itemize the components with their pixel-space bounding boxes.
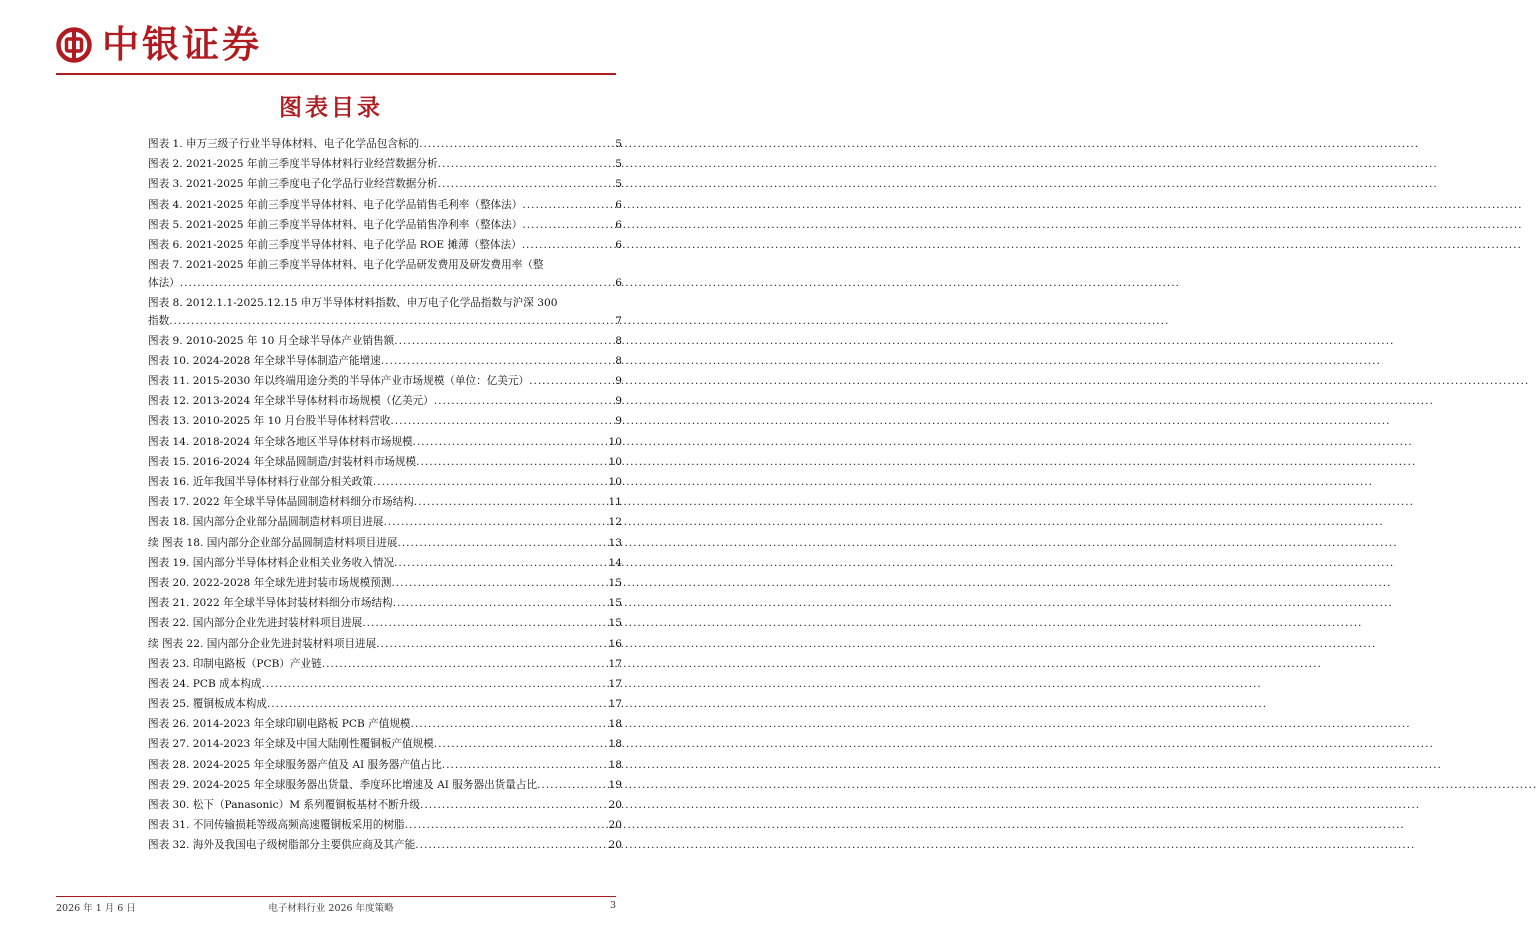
dot-leader bbox=[180, 275, 614, 293]
toc-entry[interactable] bbox=[148, 333, 622, 353]
dot-leader bbox=[411, 716, 608, 734]
dot-leader bbox=[442, 757, 608, 775]
dot-leader bbox=[529, 373, 614, 391]
page-title: 图表目录 bbox=[279, 95, 383, 121]
footer-report-title: 电子材料行业 2026 年度策略 bbox=[268, 903, 394, 914]
toc-entry-page: 15 bbox=[608, 576, 622, 589]
toc-entry[interactable] bbox=[148, 434, 622, 454]
footer-page-number: 3 bbox=[609, 900, 616, 911]
toc-entry[interactable] bbox=[148, 777, 622, 797]
toc-entry-page: 15 bbox=[608, 617, 622, 630]
toc-entry-label: 图表 18. 国内部分企业部分晶圆制造材料项目进展 bbox=[148, 516, 384, 529]
toc-entry-label: 图表 10. 2024-2028 年全球半导体制造产能增速 bbox=[148, 354, 381, 367]
dot-leader bbox=[394, 333, 614, 351]
dot-leader bbox=[383, 514, 607, 532]
toc-entry-label: 图表 21. 2022 年全球半导体封装材料细分市场结构 bbox=[148, 597, 393, 610]
toc-entry[interactable] bbox=[148, 514, 622, 534]
toc-entry[interactable] bbox=[148, 494, 622, 514]
toc-entry-label: 图表 1. 申万三级子行业半导体材料、电子化学品包含标的 bbox=[148, 138, 420, 150]
dot-leader bbox=[522, 197, 614, 215]
toc-entry-label: 图表 9. 2010-2025 年 10 月全球半导体产业销售额 bbox=[148, 334, 395, 347]
toc-entry-page: 20 bbox=[608, 819, 622, 832]
bank-of-china-logo-icon bbox=[56, 27, 92, 63]
dot-leader bbox=[416, 454, 607, 472]
toc-entry[interactable] bbox=[148, 716, 622, 736]
toc-entry-label: 图表 13. 2010-2025 年 10 月台股半导体材料营收 bbox=[148, 415, 391, 428]
dot-leader bbox=[413, 434, 608, 452]
toc-entry-label-continued: 体法） bbox=[148, 276, 180, 289]
toc-entry[interactable] bbox=[148, 817, 622, 837]
dot-leader bbox=[405, 817, 608, 835]
dot-leader bbox=[434, 736, 608, 754]
footer-date: 2026 年 1 月 6 日 bbox=[56, 903, 136, 914]
toc-entry[interactable] bbox=[148, 656, 622, 676]
toc-entry[interactable] bbox=[148, 474, 622, 494]
dot-leader bbox=[381, 353, 614, 371]
toc-entry-page: 14 bbox=[608, 556, 622, 569]
dot-leader bbox=[390, 413, 614, 431]
dot-leader bbox=[522, 217, 614, 235]
toc-entry-label: 图表 30. 松下（Panasonic）M 系列覆铜板基材不断升级 bbox=[148, 799, 420, 811]
toc-entry[interactable] bbox=[148, 837, 622, 857]
dot-leader bbox=[434, 393, 615, 411]
toc-entry-label: 图表 3. 2021-2025 年前三季度电子化学品行业经营数据分析 bbox=[148, 178, 438, 191]
toc-entry-label: 图表 32. 海外及我国电子级树脂部分主要供应商及其产能 bbox=[148, 839, 416, 852]
toc-entry[interactable] bbox=[148, 176, 622, 196]
toc-entry-label: 续 图表 22. 国内部分企业先进封装材料项目进展 bbox=[148, 637, 377, 650]
toc-entry[interactable] bbox=[148, 797, 622, 817]
toc-entry-page: 16 bbox=[608, 637, 622, 650]
toc-entry-label: 图表 24. PCB 成本构成 bbox=[148, 677, 262, 690]
dot-leader bbox=[438, 156, 615, 174]
toc-entry[interactable] bbox=[148, 676, 622, 696]
toc-entry[interactable] bbox=[148, 257, 622, 295]
toc-entry[interactable] bbox=[148, 217, 622, 237]
toc-entry[interactable] bbox=[148, 696, 622, 716]
toc-entry-page: 10 bbox=[608, 435, 622, 448]
toc-entry-page: 15 bbox=[608, 597, 622, 610]
toc-entry-page: 20 bbox=[608, 839, 622, 852]
page-header bbox=[0, 0, 662, 80]
toc-entry-label: 图表 8. 2012.1.1-2025.12.15 申万半导体材料指数、申万电子化学品指数与沪深 300 bbox=[148, 296, 558, 309]
toc-entry-page: 18 bbox=[608, 718, 622, 731]
toc-entry-label: 图表 20. 2022-2028 年全球先进封装市场规模预测 bbox=[148, 576, 392, 589]
toc-entry-page: 12 bbox=[608, 516, 622, 529]
toc-entry[interactable] bbox=[148, 136, 622, 156]
toc-entry[interactable] bbox=[148, 615, 622, 635]
toc-entry-label-continued: 指数 bbox=[148, 314, 170, 327]
toc-entry-page: 20 bbox=[608, 799, 622, 811]
dot-leader bbox=[414, 494, 608, 512]
toc-entry-page: 18 bbox=[608, 738, 622, 751]
dot-leader bbox=[522, 237, 615, 255]
toc-entry-page: 17 bbox=[608, 677, 622, 690]
toc-entry-page: 7 bbox=[615, 314, 622, 327]
toc-entry-page: 6 bbox=[615, 276, 622, 289]
toc-entry-label: 续 图表 18. 国内部分企业部分晶圆制造材料项目进展 bbox=[148, 536, 398, 549]
footer-divider bbox=[56, 896, 616, 897]
dot-leader bbox=[393, 595, 608, 613]
dot-leader bbox=[397, 535, 607, 553]
toc-entry-page: 19 bbox=[608, 778, 622, 791]
toc-entry[interactable] bbox=[148, 156, 622, 176]
toc-entry-label: 图表 31. 不同传输损耗等级高频高速覆铜板采用的树脂 bbox=[148, 819, 405, 832]
toc-entry[interactable] bbox=[148, 413, 622, 433]
dot-leader bbox=[391, 575, 607, 593]
toc-entry-label: 图表 11. 2015-2030 年以终端用途分类的半导体产业市场规模（单位：亿美元） bbox=[148, 375, 530, 388]
dot-leader bbox=[262, 676, 608, 694]
dot-leader bbox=[376, 636, 607, 654]
toc-entry-label: 图表 16. 近年我国半导体材料行业部分相关政策 bbox=[148, 476, 373, 488]
toc-entry-page: 8 bbox=[615, 354, 622, 367]
toc-entry-page: 17 bbox=[608, 657, 622, 670]
toc-entry-label: 图表 2. 2021-2025 年前三季度半导体材料行业经营数据分析 bbox=[148, 158, 438, 171]
toc-entry[interactable] bbox=[148, 595, 622, 615]
toc-entry[interactable] bbox=[148, 197, 622, 217]
toc-entry-page: 5 bbox=[615, 138, 622, 150]
toc-entry-page: 6 bbox=[615, 238, 622, 251]
toc-entry-page: 5 bbox=[615, 158, 622, 171]
toc-entry-page: 9 bbox=[615, 395, 622, 408]
toc-entry-label: 图表 25. 覆铜板成本构成 bbox=[148, 698, 267, 711]
dot-leader bbox=[267, 696, 608, 714]
toc-entry-label: 图表 5. 2021-2025 年前三季度半导体材料、电子化学品销售净利率（整体法） bbox=[148, 218, 523, 231]
toc-entry-page: 11 bbox=[608, 496, 622, 509]
dot-leader bbox=[415, 837, 607, 855]
toc-entry[interactable] bbox=[148, 237, 622, 257]
toc-entry[interactable] bbox=[148, 575, 622, 595]
toc-entry[interactable] bbox=[148, 295, 622, 333]
header-divider bbox=[56, 73, 616, 75]
toc-entry[interactable] bbox=[148, 353, 622, 373]
dot-leader bbox=[394, 555, 607, 573]
toc-entry-label: 图表 26. 2014-2023 年全球印刷电路板 PCB 产值规模 bbox=[148, 718, 411, 731]
toc-entry-page: 9 bbox=[615, 375, 622, 388]
toc-entry-label: 图表 4. 2021-2025 年前三季度半导体材料、电子化学品销售毛利率（整体法） bbox=[148, 198, 523, 211]
toc-entry-page: 5 bbox=[615, 178, 622, 191]
toc-entry-label: 图表 22. 国内部分企业先进封装材料项目进展 bbox=[148, 617, 363, 630]
dot-leader bbox=[420, 797, 608, 815]
toc-entry[interactable] bbox=[148, 454, 622, 474]
toc-entry-page: 13 bbox=[608, 536, 622, 549]
toc-entry-label: 图表 6. 2021-2025 年前三季度半导体材料、电子化学品 ROE 摊薄（整体法） bbox=[148, 238, 522, 251]
toc-entry[interactable] bbox=[148, 636, 622, 656]
dot-leader bbox=[362, 615, 607, 633]
toc-entry-label: 图表 27. 2014-2023 年全球及中国大陆刚性覆铜板产值规模 bbox=[148, 738, 434, 751]
toc-entry-page: 10 bbox=[608, 476, 622, 488]
toc-entry-label: 图表 15. 2016-2024 年全球晶圆制造/封装材料市场规模 bbox=[148, 455, 417, 468]
toc-entry[interactable] bbox=[148, 757, 622, 777]
toc-entry-label: 图表 7. 2021-2025 年前三季度半导体材料、电子化学品研发费用及研发费用率（整 bbox=[148, 259, 544, 272]
dot-leader bbox=[419, 136, 614, 154]
toc-entry-page: 10 bbox=[608, 455, 622, 468]
toc-entry-label: 图表 17. 2022 年全球半导体晶圆制造材料细分市场结构 bbox=[148, 496, 414, 509]
brand-name: 中银证券 bbox=[102, 23, 262, 66]
dot-leader bbox=[537, 777, 607, 795]
toc-entry[interactable] bbox=[148, 535, 622, 555]
toc-entry[interactable] bbox=[148, 373, 622, 393]
toc-entry-page: 8 bbox=[615, 334, 622, 347]
toc-entry-page: 17 bbox=[608, 698, 622, 711]
dot-leader bbox=[438, 176, 615, 194]
toc-entry-label: 图表 19. 国内部分半导体材料企业相关业务收入情况 bbox=[148, 556, 395, 569]
dot-leader bbox=[169, 313, 614, 331]
toc-entry-page: 18 bbox=[608, 758, 622, 771]
toc-entry-label: 图表 12. 2013-2024 年全球半导体材料市场规模（亿美元） bbox=[148, 395, 434, 408]
dot-leader bbox=[373, 474, 608, 492]
toc-entry[interactable] bbox=[148, 736, 622, 756]
toc-entry-label: 图表 28. 2024-2025 年全球服务器产值及 AI 服务器产值占比 bbox=[148, 758, 442, 771]
table-of-figures bbox=[148, 136, 622, 858]
toc-entry-page: 6 bbox=[615, 198, 622, 211]
toc-entry-label: 图表 29. 2024-2025 年全球服务器出货量、季度环比增速及 AI 服务器出货量占比 bbox=[148, 778, 538, 791]
toc-entry[interactable] bbox=[148, 555, 622, 575]
toc-entry-label: 图表 23. 印制电路板（PCB）产业链 bbox=[148, 657, 322, 670]
toc-entry-label: 图表 14. 2018-2024 年全球各地区半导体材料市场规模 bbox=[148, 435, 413, 448]
toc-entry-page: 6 bbox=[615, 218, 622, 231]
toc-entry-page: 9 bbox=[615, 415, 622, 428]
dot-leader bbox=[322, 656, 608, 674]
toc-entry[interactable] bbox=[148, 393, 622, 413]
